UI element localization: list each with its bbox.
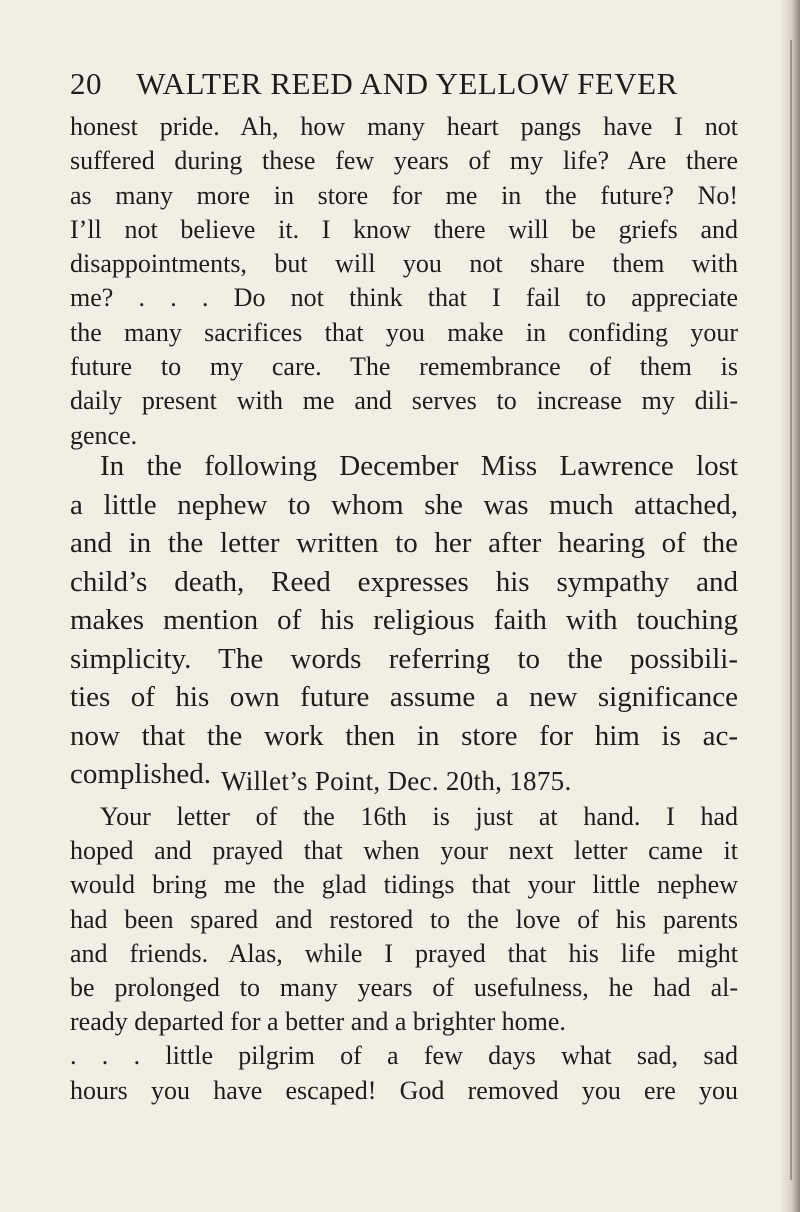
text-line: had been spared and restored to the love of his parents: [70, 904, 738, 934]
text-line: child’s death, Reed expresses his sympathy and: [70, 565, 738, 598]
letter-excerpt: [70, 110, 738, 453]
text-line: Your letter of the 16th is just at hand. I had: [100, 802, 738, 831]
text-line: future to my care. The remembrance of them is: [70, 352, 738, 382]
text-line: daily present with me and serves to increase my dili-: [70, 386, 738, 416]
text-line: complished.: [70, 758, 211, 790]
text-line: hours you have escaped! God removed you ere you: [70, 1075, 738, 1105]
running-title: WALTER REED AND YELLOW FEVER: [136, 66, 678, 101]
text-line: gence.: [70, 420, 138, 450]
text-line: ties of his own future assume a new significance: [70, 681, 738, 713]
page-edge-shadow: [778, 0, 800, 1212]
text-line: simplicity. The words referring to the possibili-: [70, 642, 738, 675]
running-header: [70, 66, 760, 106]
text-line: In the following December Miss Lawrence lost: [100, 450, 738, 482]
text-line: and in the letter written to her after hearing of the: [70, 527, 738, 559]
text-line: a little nephew to whom she was much attached,: [70, 488, 738, 521]
text-line: hoped and prayed that when your next letter came it: [70, 836, 738, 866]
narrative-paragraph: [70, 447, 738, 794]
page-number: 20: [70, 66, 102, 101]
text-line: I’ll not believe it. I know there will be griefs and: [70, 214, 738, 244]
text-line: suffered during these few years of my life? Are there: [70, 146, 738, 176]
text-line: be prolonged to many years of usefulness, he had al-: [70, 972, 738, 1002]
text-line: makes mention of his religious faith with touching: [70, 604, 738, 636]
second-letter: [70, 800, 738, 1108]
text-line: and friends. Alas, while I prayed that his life might: [70, 938, 738, 968]
text-line: ready departed for a better and a brighter home.: [70, 1007, 566, 1037]
text-line: honest pride. Ah, how many heart pangs have I not: [70, 112, 738, 141]
text-line: would bring me the glad tidings that your little nephew: [70, 870, 738, 900]
page-edge-line: [790, 40, 792, 1180]
text-line: me? . . . Do not think that I fail to appreciate: [70, 283, 738, 313]
text-line: the many sacrifices that you make in confiding your: [70, 317, 738, 347]
letter-dateline: Willet’s Point, Dec. 20th, 1875.: [221, 766, 572, 796]
text-line: disappointments, but will you not share them with: [70, 249, 738, 279]
text-line: as many more in store for me in the future? No!: [70, 180, 738, 210]
text-line: . . . little pilgrim of a few days what sad, sad: [70, 1041, 738, 1071]
text-line: now that the work then in store for him is ac-: [70, 719, 738, 752]
